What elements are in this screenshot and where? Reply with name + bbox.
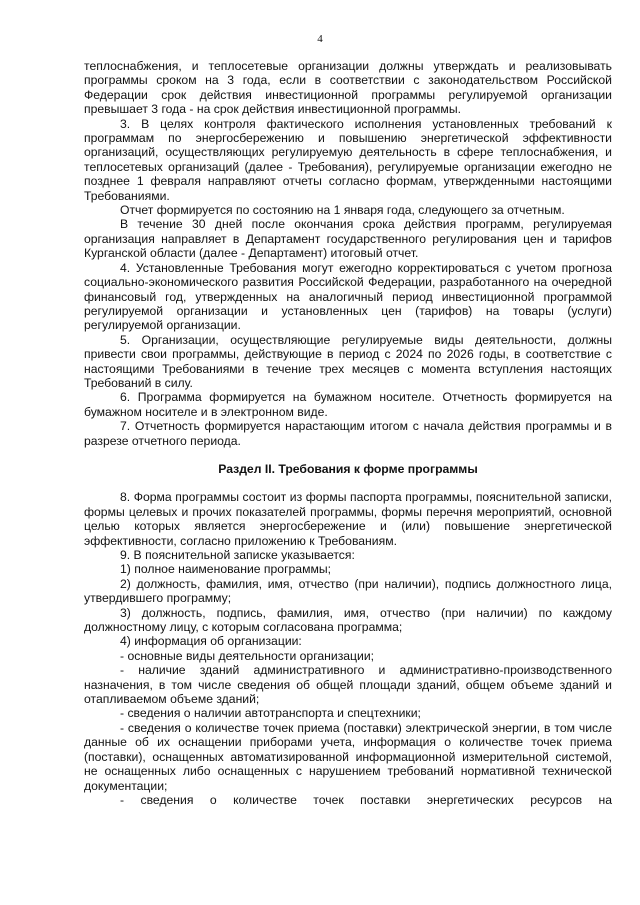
list-item-1: 1) полное наименование программы; xyxy=(120,562,331,577)
paragraph-3: 3. В целях контроля фактического исполнения установленных требований к программам по энергосбережению и повышению энергетической эффективности организаций, осуществляющих регулируемую деятельность в сфере теплоснабжения, и теплосетевых организаций (далее - Требования), регулируемые организации ежегодно не позднее 1 февраля направляют отчеты согласно формам, утвержденными настоящими Требованиями. xyxy=(84,116,612,203)
list-item-2: 2) должность, фамилия, имя, отчество (при наличии), подпись должностного лица, утвердившего программу; xyxy=(84,576,612,606)
sub-item-electricity-points: - сведения о количестве точек приема (поставки) электрической энергии, в том числе данные об их оснащении приборами учета, информация о количестве точек приема (поставки), оснащенных автоматизированной информационной измерительной системой, не оснащенных либо оснащенных с нарушением требований нормативной технической документации; xyxy=(84,720,612,793)
paragraph-4: 4. Установленные Требования могут ежегодно корректироваться с учетом прогноза социально-экономического развития Российской Федерации, разработанного на очередной финансовый год, утвержденных на аналогичный период инвестиционной программой регулируемой организации и установленных цен (тарифов) на товары (услуги) регулируемой организации. xyxy=(84,260,612,333)
page-number: 4 xyxy=(317,33,323,45)
sub-item-energy-supply-points: - сведения о количестве точек поставки энергетических ресурсов на xyxy=(120,792,612,807)
paragraph-7: 7. Отчетность формируется нарастающим итогом с начала действия программы и в разрезе отчетного периода. xyxy=(84,419,612,448)
paragraph-continuation: теплоснабжения, и теплосетевые организации должны утверждать и реализовывать программы сроком на 3 года, если в соответствии с законодательством Российской Федерации срок действия инвестиционной программы регулируемой организации превышает 3 года - на срок действия инвестиционной программы. xyxy=(84,59,612,117)
paragraph-final-report: В течение 30 дней после окончания срока действия программ, регулируемая организация направляет в Департамент государственного регулирования цен и тарифов Курганской области (далее - Департамент) итоговый отчет. xyxy=(84,217,612,261)
sub-item-activities: - основные виды деятельности организации; xyxy=(120,648,375,663)
list-item-4: 4) информация об организации: xyxy=(120,634,302,649)
paragraph-6: 6. Программа формируется на бумажном носителе. Отчетность формируется на бумажном носителе и в электронном виде. xyxy=(84,390,612,419)
sub-item-vehicles: - сведения о наличии автотранспорта и спецтехники; xyxy=(120,706,421,721)
paragraph-report-date: Отчет формируется по состоянию на 1 января года, следующего за отчетным. xyxy=(120,203,565,218)
paragraph-8: 8. Форма программы состоит из формы паспорта программы, пояснительной записки, формы целевых и прочих показателей программы, формы перечня мероприятий, основной целью которых является энергосбережение и (или) повышение энергетической эффективности, согласно приложению к Требованиям. xyxy=(84,490,612,548)
section-heading: Раздел II. Требования к форме программы xyxy=(218,461,478,476)
sub-item-buildings: - наличие зданий административного и административно-производственного назначения, в том числе сведения об общей площади зданий, общем объеме зданий и отапливаемом объеме зданий; xyxy=(84,663,612,707)
paragraph-5: 5. Организации, осуществляющие регулируемые виды деятельности, должны привести свои программы, действующие в период с 2024 по 2026 годы, в соответствие с настоящими Требованиями в течение трех месяцев с момента вступления настоящих Требований в силу. xyxy=(84,332,612,390)
document-body xyxy=(84,59,612,807)
paragraph-9: 9. В пояснительной записке указывается: xyxy=(120,548,355,562)
list-item-3: 3) должность, подпись, фамилия, имя, отчество (при наличии) по каждому должностному лицу, с которым согласована программа; xyxy=(84,605,612,635)
